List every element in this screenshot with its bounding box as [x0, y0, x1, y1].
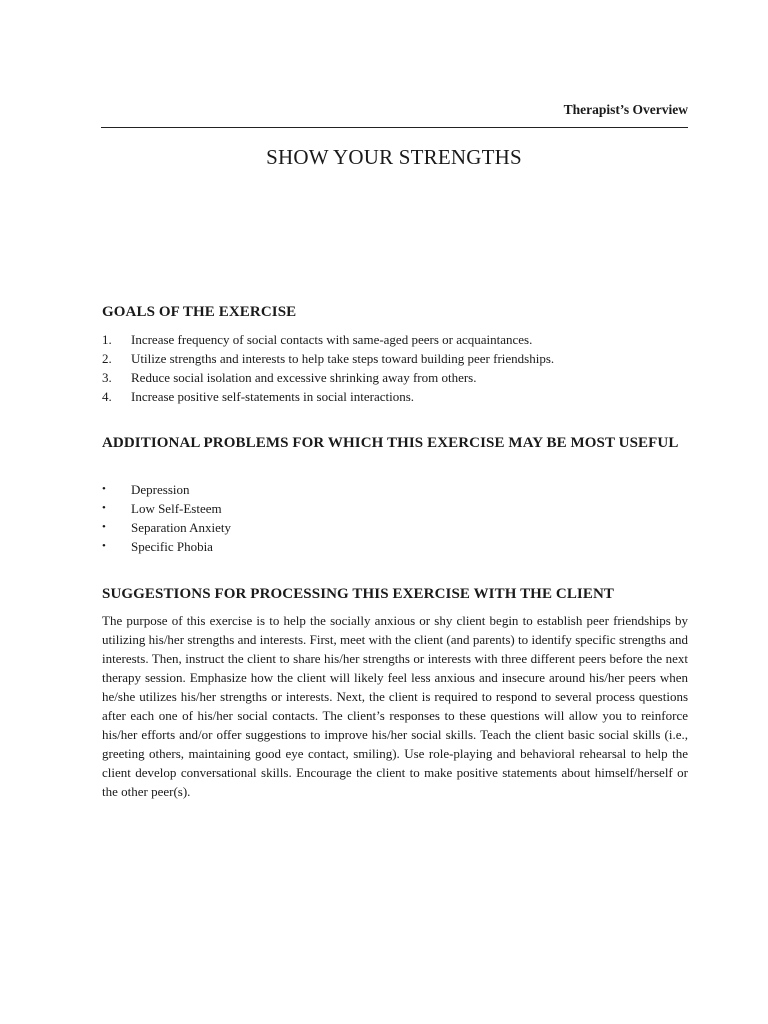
list-number: 4. — [102, 389, 112, 404]
goals-heading: GOALS OF THE EXERCISE — [102, 304, 297, 320]
list-item-text: Reduce social isolation and excessive shrinking away from others. — [131, 370, 477, 385]
bullet-icon: • — [102, 483, 106, 495]
list-item — [102, 518, 692, 537]
bullet-icon: • — [102, 521, 106, 533]
goals-list — [102, 330, 692, 406]
list-item-text: Depression — [131, 482, 190, 497]
list-item — [102, 368, 692, 387]
running-head: Therapist’s Overview — [563, 102, 688, 117]
list-item — [102, 537, 692, 556]
suggestions-paragraph: The purpose of this exercise is to help the socially anxious or shy client begin to establish peer friendships by utilizing his/her strengths and interests. First, meet with the client (and parents) to identify specific strengths and interests. Then, instruct the client to share his/her strengths or interests with three different peers before the next therapy session. Emphasize how the client will likely feel less anxious and insecure around his/her peers when he/she utilizes his/her strengths or interests. Next, the client is required to respond to several process questions after each one of his/her social contacts. The client’s responses to these questions will allow you to reinforce his/her efforts and/or offer suggestions to improve his/her social skills. Teach the client basic social skills (i.e., greeting others, maintaining good eye contact, smiling). Use role-playing and behavioral rehearsal to help the client develop conversational skills. Encourage the client to make positive statements about himself/herself or the other peer(s). — [102, 613, 688, 799]
list-number: 3. — [102, 370, 112, 385]
page-title: SHOW YOUR STRENGTHS — [266, 145, 522, 169]
suggestions-heading: SUGGESTIONS FOR PROCESSING THIS EXERCISE WITH THE CLIENT — [102, 586, 615, 602]
header-rule — [101, 127, 688, 128]
list-item-text: Low Self-Esteem — [131, 501, 222, 516]
bullet-icon: • — [102, 540, 106, 552]
problems-heading: ADDITIONAL PROBLEMS FOR WHICH THIS EXERCISE MAY BE MOST USEFUL — [102, 435, 679, 451]
bullet-icon: • — [102, 502, 106, 514]
list-item-text: Specific Phobia — [131, 539, 213, 554]
list-item — [102, 387, 692, 406]
list-item — [102, 330, 692, 349]
list-item — [102, 349, 692, 368]
problems-list — [102, 480, 692, 556]
list-number: 1. — [102, 332, 112, 347]
list-number: 2. — [102, 351, 112, 366]
list-item — [102, 480, 692, 499]
list-item-text: Increase frequency of social contacts with same-aged peers or acquaintances. — [131, 332, 533, 347]
list-item-text: Utilize strengths and interests to help take steps toward building peer friendships. — [131, 351, 555, 366]
list-item — [102, 499, 692, 518]
list-item-text: Increase positive self-statements in social interactions. — [131, 389, 415, 404]
list-item-text: Separation Anxiety — [131, 520, 232, 535]
